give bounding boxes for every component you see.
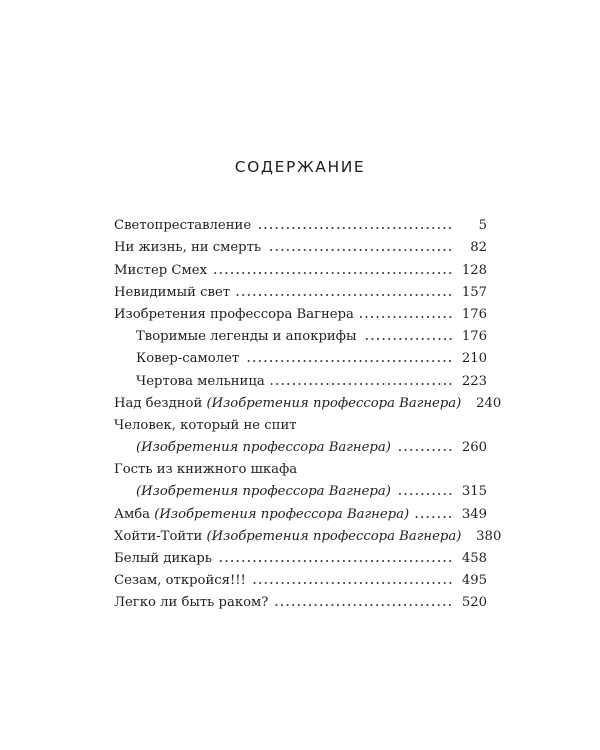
toc-entry[interactable] <box>114 389 502 411</box>
entry-page: 210 <box>461 351 487 367</box>
entry-title: Гость из книжного шкафа <box>114 462 298 478</box>
entry-page: 380 <box>476 528 502 544</box>
entry-title-group <box>114 507 409 522</box>
toc-subentry[interactable] <box>114 344 487 366</box>
entry-subtitle: (Изобретения профессора Вагнера) <box>136 484 391 500</box>
entry-title-group <box>114 529 461 544</box>
toc-entry[interactable] <box>114 588 487 610</box>
entry-title: Амба <box>114 506 151 522</box>
entry-subtitle: (Изобретения профессора Вагнера) <box>206 528 462 544</box>
entry-title: Невидимый свет <box>114 284 231 300</box>
toc-entry[interactable] <box>114 544 487 566</box>
dot-leader <box>397 448 453 452</box>
entry-title: Светопреставление <box>114 218 252 234</box>
dot-leader <box>213 271 453 275</box>
entry-title: Сезам, откройся!!! <box>114 573 246 589</box>
entry-page: 157 <box>461 284 487 300</box>
toc-entry[interactable] <box>114 566 487 588</box>
entry-title: Творимые легенды и апокрифы <box>136 329 357 345</box>
toc-entry[interactable] <box>114 411 487 455</box>
entry-page: 5 <box>478 218 487 234</box>
entry-page: 315 <box>461 484 487 500</box>
dot-leader <box>415 515 453 519</box>
toc-subentry[interactable] <box>114 366 487 388</box>
toc-heading: СОДЕРЖАНИЕ <box>234 158 366 176</box>
entry-page: 520 <box>461 595 487 611</box>
entry-page: 260 <box>461 440 487 456</box>
toc-entry[interactable] <box>114 455 487 499</box>
dot-leader <box>236 293 453 297</box>
entry-subtitle: (Изобретения профессора Вагнера) <box>136 440 391 456</box>
entry-first-line <box>114 455 487 477</box>
entry-subtitle: (Изобретения профессора Вагнера) <box>154 506 410 522</box>
entry-title: Чертова мельница <box>136 373 265 389</box>
entry-second-line <box>114 433 487 455</box>
entry-title: Легко ли быть раком? <box>114 595 269 611</box>
toc-subentry[interactable] <box>114 322 487 344</box>
entry-title-group <box>114 396 461 411</box>
toc-entry[interactable] <box>114 499 487 521</box>
entry-page: 176 <box>461 306 487 322</box>
toc-entry[interactable] <box>114 211 487 233</box>
entry-title: Белый дикарь <box>114 551 212 567</box>
entry-page: 176 <box>461 329 487 345</box>
entry-page: 82 <box>470 240 487 256</box>
entry-first-line <box>114 411 487 433</box>
entry-page: 495 <box>461 573 487 589</box>
entry-second-line <box>114 477 487 499</box>
entry-title: Хойти-Тойти <box>114 528 203 544</box>
toc-entry[interactable] <box>114 300 487 322</box>
toc-entry[interactable] <box>114 522 502 544</box>
table-of-contents <box>114 211 502 611</box>
toc-entry[interactable] <box>114 255 487 277</box>
entry-page: 458 <box>461 551 487 567</box>
entry-subtitle: (Изобретения профессора Вагнера) <box>206 395 462 411</box>
entry-title: Над бездной <box>114 395 203 411</box>
entry-title: Мистер Смех <box>114 262 208 278</box>
toc-entry[interactable] <box>114 278 487 300</box>
dot-leader <box>218 559 453 563</box>
dot-leader <box>274 603 453 607</box>
dot-leader <box>360 315 453 319</box>
dot-leader <box>397 492 453 496</box>
entry-page: 240 <box>476 395 502 411</box>
dot-leader <box>267 248 453 252</box>
dot-leader <box>363 337 454 341</box>
entry-title: Изобретения профессора Вагнера <box>114 306 354 322</box>
dot-leader <box>252 581 453 585</box>
toc-entry[interactable] <box>114 233 487 255</box>
dot-leader <box>245 359 453 363</box>
entry-page: 223 <box>461 373 487 389</box>
entry-title: Ковер-самолет <box>136 351 240 367</box>
dot-leader <box>271 382 453 386</box>
entry-page: 349 <box>461 506 487 522</box>
entry-title: Ни жизнь, ни смерть <box>114 240 262 256</box>
entry-title: Человек, который не спит <box>114 417 297 433</box>
entry-page: 128 <box>461 262 487 278</box>
dot-leader <box>257 226 453 230</box>
